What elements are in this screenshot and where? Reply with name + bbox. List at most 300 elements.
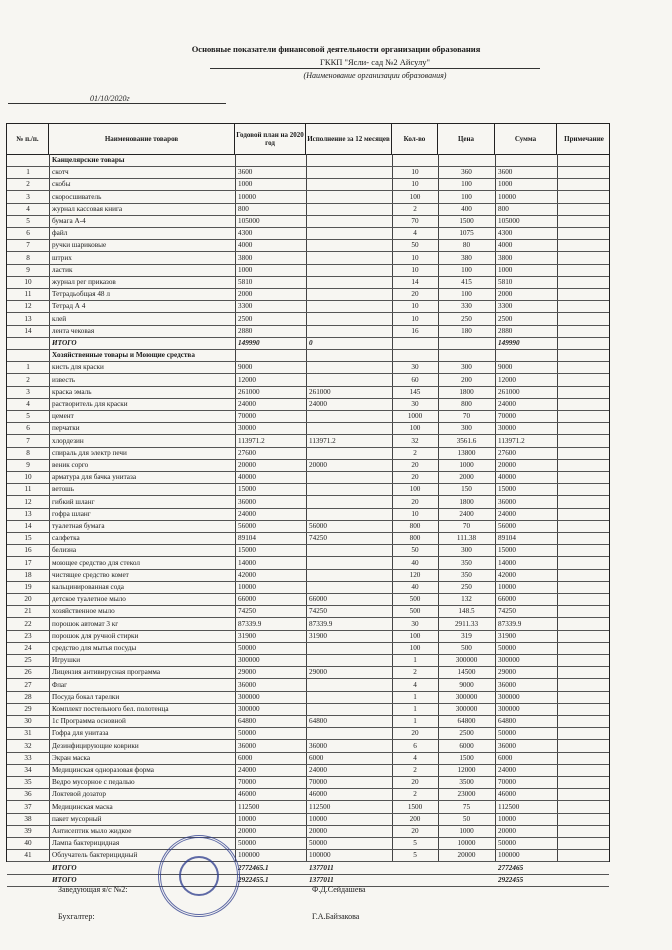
cell-n: 40 [24, 839, 32, 848]
cell-sum: 113971.2 [498, 436, 525, 445]
cell-sum: 36000 [498, 741, 516, 750]
cell-plan: 800 [238, 204, 249, 213]
cell-plan: 74250 [238, 607, 256, 616]
cell-sum: 36000 [498, 680, 516, 689]
cell-sum: 27600 [498, 448, 516, 457]
organization-caption: (Наименование организации образования) [303, 71, 447, 80]
cell-qty: 1500 [407, 802, 423, 811]
cell-n: 4 [26, 204, 30, 213]
cell-n: 35 [24, 778, 32, 787]
document-date: 01/10/2020г [8, 94, 226, 104]
cell-sum: 10000 [498, 814, 516, 823]
cell-n: 3 [26, 192, 30, 201]
cell-price: 70 [462, 412, 471, 421]
cell-price: 1800 [459, 497, 474, 506]
cell-price: 111.38 [456, 534, 477, 543]
cell-qty: 145 [409, 387, 421, 396]
table-row [7, 618, 609, 631]
cell-name: бумага А-4 [52, 217, 86, 225]
cell-exec: 74250 [309, 607, 327, 616]
cell-plan: 300000 [238, 705, 260, 713]
table-row [7, 801, 609, 814]
cell-price: 14500 [457, 668, 476, 677]
cell-exec: 29000 [309, 668, 327, 677]
cell-name: цемент [52, 412, 74, 421]
cell-price: 300000 [455, 656, 478, 665]
cell-sum: 300000 [498, 705, 520, 713]
cell-price: 330 [461, 302, 472, 311]
cell-name: штрих [52, 253, 72, 262]
cell-n: 16 [24, 546, 32, 555]
cell-n: 20 [24, 595, 32, 604]
cell-n: 24 [24, 644, 32, 652]
cell-name: белизна [52, 546, 77, 555]
cell-n: 8 [26, 253, 30, 262]
cell-name: ластик [52, 265, 73, 274]
table-row [7, 422, 609, 435]
cell-qty: 1 [413, 717, 417, 726]
cell-qty: 20 [411, 827, 419, 835]
cell-qty: 32 [411, 436, 419, 445]
cell-exec: 113971.2 [309, 436, 336, 445]
table-row [7, 593, 609, 606]
cell-price: 200 [461, 375, 472, 384]
cell-sum: 70000 [498, 778, 516, 787]
cell-name: пакет мусорный [52, 814, 102, 823]
cell-n: 25 [24, 656, 32, 665]
table-row [7, 630, 609, 643]
cell-name: Антисептик мыло жидкое [52, 827, 132, 835]
cell-price: 300 [461, 424, 472, 433]
cell-price: 2911.33 [454, 619, 479, 628]
column-header: Цена [438, 124, 495, 154]
head-name: Ф.Д.Сейдашева [312, 885, 366, 894]
cell-qty: 14 [411, 278, 419, 286]
cell-qty: 500 [409, 607, 421, 616]
table-row [7, 776, 609, 789]
cell-n: 37 [24, 802, 32, 811]
cell-plan: 112500 [238, 802, 260, 811]
cell-sum: 2000 [498, 290, 513, 299]
cell-plan: 5810 [238, 278, 253, 286]
cell-price: 2000 [459, 473, 474, 482]
cell-price: 319 [461, 631, 472, 640]
cell-price: 20000 [457, 851, 476, 860]
cell-qty: 10 [411, 509, 419, 518]
table-row [7, 471, 609, 484]
cell-n: 13 [24, 509, 32, 518]
cell-plan: 31900 [238, 631, 256, 640]
cell-qty: 70 [411, 217, 419, 225]
cell-price: 1800 [459, 387, 474, 396]
cell-n: 5 [26, 217, 30, 225]
cell-qty: 20 [411, 473, 419, 482]
cell-name: Тетрад А 4 [52, 302, 86, 311]
cell-sum: 20000 [498, 461, 516, 469]
column-header: Кол-во [392, 124, 438, 154]
cell-plan: 1000 [238, 265, 253, 274]
cell-name: моющее средство для стекол [52, 558, 140, 567]
cell-name: Экран маска [52, 753, 91, 762]
cell-n: 6 [26, 424, 30, 433]
cell-plan: 10000 [238, 814, 256, 823]
cell-sum: 66000 [498, 595, 516, 604]
table-row [7, 239, 609, 252]
cell-sum: 50000 [498, 644, 516, 652]
cell-n: 15 [24, 534, 32, 543]
cell-n: 6 [26, 229, 30, 238]
cell-exec: 0 [309, 339, 313, 347]
cell-exec: 50000 [309, 839, 327, 848]
cell-n: 11 [24, 290, 32, 299]
cell-qty: 100 [409, 424, 421, 433]
cell-name: арматура для бачка унитаза [52, 473, 137, 482]
cell-plan: 50000 [238, 644, 256, 652]
cell-name: скобы [52, 180, 71, 189]
cell-sum: 10000 [498, 192, 516, 201]
cell-qty: 4 [413, 680, 417, 689]
cell-name: порошок для ручной стирки [52, 631, 139, 640]
cell-exec: 36000 [309, 741, 327, 750]
cell-sum: 15000 [498, 485, 516, 494]
cell-n: 32 [24, 741, 32, 750]
table-row [7, 837, 609, 850]
cell-qty: 20 [411, 290, 419, 299]
table-row [7, 313, 609, 326]
table-row [7, 227, 609, 240]
cell-exec: 20000 [309, 461, 327, 469]
cell-qty: 2 [413, 204, 417, 213]
cell-price: 100 [461, 180, 472, 189]
table-row [7, 508, 609, 521]
cell-price: 6000 [459, 741, 474, 750]
cell-sum: 261000 [498, 387, 520, 396]
cell-qty: 2 [413, 668, 417, 677]
table-row [7, 849, 609, 862]
cell-price: 100 [461, 265, 472, 274]
cell-price: 300000 [455, 692, 478, 701]
cell-plan: 24000 [238, 400, 256, 408]
table-row [7, 361, 609, 374]
table-row [7, 581, 609, 594]
total-label: ИТОГО [52, 339, 77, 347]
cell-sum: 50000 [498, 729, 516, 738]
cell-n: 33 [24, 753, 32, 762]
cell-qty: 4 [413, 753, 417, 762]
table-row [7, 813, 609, 826]
cell-price: 300 [461, 363, 472, 372]
cell-exec: 87339.9 [309, 619, 333, 628]
cell-name: кальцинированная сода [52, 583, 124, 591]
table-row [7, 264, 609, 277]
cell-qty: 5 [413, 851, 417, 860]
cell-sum: 56000 [498, 522, 516, 530]
cell-sum: 31900 [498, 631, 516, 640]
cell-price: 13800 [457, 448, 476, 457]
cell-price: 250 [461, 583, 472, 591]
column-header: № п./п. [7, 124, 49, 154]
cell-sum: 24000 [498, 766, 516, 774]
cell-plan: 27600 [238, 448, 256, 457]
cell-plan: 15000 [238, 485, 256, 494]
cell-price: 50 [462, 814, 471, 823]
head-label: Заведующая я/с №2: [58, 885, 128, 894]
cell-name: гофра шланг [52, 509, 91, 518]
cell-plan: 29000 [238, 668, 256, 677]
cell-sum: 24000 [498, 400, 516, 408]
cell-name: Лицензия антивирусная программа [52, 668, 161, 677]
cell-qty: 20 [411, 497, 419, 506]
cell-sum: 1000 [498, 265, 513, 274]
cell-price: 148.5 [458, 607, 475, 616]
cell-exec: 1377011 [309, 863, 334, 872]
cell-sum: 36000 [498, 497, 516, 506]
cell-price: 380 [461, 253, 472, 262]
cell-qty: 50 [411, 241, 419, 250]
table-row [7, 386, 609, 399]
cell-plan: 10000 [238, 192, 256, 201]
organization-name: ГККП "Ясли- сад №2 Айсулу" [210, 57, 540, 69]
cell-price: 400 [461, 204, 472, 213]
cell-price: 1500 [459, 217, 474, 225]
cell-n: 13 [24, 314, 32, 323]
cell-name: хозяйственное мыло [52, 607, 115, 616]
section-heading [7, 349, 609, 362]
cell-exec: 70000 [309, 778, 327, 787]
cell-n: 8 [26, 448, 30, 457]
cell-name: кисть для краски [52, 363, 104, 372]
cell-price: 500 [461, 644, 472, 652]
cell-price: 70 [462, 522, 471, 530]
column-header: Примечание [564, 134, 604, 143]
cell-exec: 74250 [309, 534, 327, 543]
table-row [7, 727, 609, 740]
cell-sum: 100000 [498, 851, 520, 860]
cell-qty: 100 [409, 485, 421, 494]
table-row [7, 825, 609, 838]
cell-price: 250 [461, 314, 472, 323]
cell-price: 150 [461, 485, 472, 494]
table-row [7, 544, 609, 557]
table-row [7, 654, 609, 667]
cell-n: 2 [26, 180, 30, 189]
cell-qty: 800 [409, 522, 421, 530]
table-row [7, 496, 609, 509]
table-row [7, 215, 609, 228]
cell-name: средство для мытья посуды [52, 644, 137, 652]
cell-price: 100 [461, 290, 472, 299]
cell-price: 415 [461, 278, 472, 286]
cell-sum: 2922455 [498, 875, 524, 884]
cell-price: 350 [461, 570, 472, 579]
cell-n: 30 [24, 717, 32, 726]
total-label: ИТОГО [52, 863, 77, 872]
total-label: ИТОГО [52, 875, 77, 884]
cell-qty: 1 [413, 656, 417, 665]
cell-plan: 149990 [238, 339, 260, 347]
cell-price: 12000 [457, 766, 476, 774]
table-row [7, 752, 609, 765]
cell-sum: 1000 [498, 180, 513, 189]
cell-qty: 2 [413, 790, 417, 799]
cell-sum: 40000 [498, 473, 516, 482]
cell-sum: 3300 [498, 302, 513, 311]
cell-plan: 3300 [238, 302, 253, 311]
table-row [7, 679, 609, 692]
cell-name: ветошь [52, 485, 74, 494]
cell-exec: 46000 [309, 790, 327, 799]
cell-plan: 4000 [238, 241, 253, 250]
cell-sum: 300000 [498, 656, 520, 665]
cell-n: 18 [24, 570, 32, 579]
cell-plan: 2772465.1 [238, 863, 269, 872]
cell-name: спираль для электр печи [52, 448, 127, 457]
cell-qty: 16 [411, 326, 419, 335]
cell-sum: 5810 [498, 278, 513, 286]
cell-qty: 500 [409, 595, 421, 604]
cell-n: 29 [24, 705, 32, 713]
cell-plan: 36000 [238, 741, 256, 750]
cell-sum: 42000 [498, 570, 516, 579]
cell-exec: 112500 [309, 802, 331, 811]
cell-plan: 36000 [238, 497, 256, 506]
cell-sum: 15000 [498, 546, 516, 555]
cell-price: 800 [461, 400, 472, 408]
cell-exec: 64800 [309, 717, 327, 726]
cell-name: детское туалетное мыло [52, 595, 126, 604]
cell-qty: 6 [413, 741, 417, 750]
cell-plan: 46000 [238, 790, 256, 799]
cell-sum: 2880 [498, 326, 513, 335]
cell-plan: 64800 [238, 717, 256, 726]
table-row [7, 715, 609, 728]
cell-n: 17 [24, 558, 32, 567]
cell-n: 12 [24, 497, 32, 506]
cell-name: гибкий шланг [52, 497, 95, 506]
table-row [7, 605, 609, 618]
cell-price: 10000 [457, 839, 476, 848]
cell-name: скоросшиватель [52, 192, 102, 201]
cell-n: 12 [24, 302, 32, 311]
cell-name: файл [52, 229, 68, 238]
cell-n: 14 [24, 326, 32, 335]
cell-plan: 24000 [238, 766, 256, 774]
cell-sum: 9000 [498, 363, 513, 372]
table-row [7, 557, 609, 570]
cell-price: 300000 [455, 705, 478, 713]
cell-plan: 100000 [238, 851, 260, 860]
cell-name: перчатки [52, 424, 80, 433]
cell-name: журнал рег приказов [52, 278, 116, 286]
cell-sum: 89104 [498, 534, 516, 543]
table-row [7, 410, 609, 423]
cell-n: 26 [24, 668, 32, 677]
cell-sum: 2772465 [498, 863, 524, 872]
cell-name: 1с Программа основной [52, 717, 126, 726]
table-header [7, 124, 609, 155]
cell-exec: 20000 [309, 827, 327, 835]
cell-qty: 20 [411, 729, 419, 738]
section-heading [7, 154, 609, 167]
cell-name: Локтевой дозатор [52, 790, 106, 799]
cell-price: 300 [461, 546, 472, 555]
cell-sum: 3800 [498, 253, 513, 262]
cell-plan: 10000 [238, 583, 256, 591]
cell-name: хлордезин [52, 436, 84, 445]
cell-name: растворитель для краски [52, 400, 128, 408]
cell-name: туалетная бумага [52, 522, 105, 530]
section-title: Канцелярские товары [52, 156, 125, 164]
cell-price: 75 [462, 802, 471, 811]
cell-name: краска эмаль [52, 387, 92, 396]
cell-plan: 2000 [238, 290, 253, 299]
cell-price: 64800 [457, 717, 476, 726]
cell-exec: 31900 [309, 631, 327, 640]
cell-n: 31 [24, 729, 32, 738]
cell-plan: 56000 [238, 522, 256, 530]
cell-price: 3500 [459, 778, 474, 787]
cell-sum: 46000 [498, 790, 516, 799]
column-header: Годовой план на 2020 год [235, 124, 306, 154]
cell-exec: 6000 [309, 753, 324, 762]
cell-qty: 40 [411, 583, 419, 591]
cell-sum: 12000 [498, 375, 516, 384]
table-row [7, 691, 609, 704]
cell-qty: 1 [413, 705, 417, 713]
table-row [7, 203, 609, 216]
cell-plan: 1000 [238, 180, 253, 189]
table-row [7, 435, 609, 448]
cell-plan: 70000 [238, 412, 256, 421]
cell-qty: 20 [411, 778, 419, 787]
cell-qty: 100 [409, 192, 421, 201]
table-row [7, 374, 609, 387]
cell-name: Медицинская маска [52, 802, 113, 811]
table-row [7, 788, 609, 801]
table-row [7, 666, 609, 679]
cell-n: 19 [24, 583, 32, 591]
cell-n: 22 [24, 619, 32, 628]
cell-plan: 50000 [238, 839, 256, 848]
cell-plan: 20000 [238, 827, 256, 835]
cell-price: 132 [461, 595, 472, 604]
cell-exec: 100000 [309, 851, 331, 860]
round-stamp-icon [158, 835, 240, 917]
cell-plan: 2500 [238, 314, 253, 323]
cell-price: 350 [461, 558, 472, 567]
column-header: Сумма [495, 124, 557, 154]
cell-name: Лампа бактерицидная [52, 839, 120, 848]
cell-sum: 6000 [498, 753, 513, 762]
cell-plan: 87339.9 [238, 619, 262, 628]
cell-sum: 29000 [498, 668, 516, 677]
table-row [7, 520, 609, 533]
cell-plan: 3800 [238, 253, 253, 262]
cell-n: 21 [24, 607, 32, 616]
cell-qty: 20 [411, 461, 419, 469]
table-row [7, 740, 609, 753]
cell-plan: 261000 [238, 387, 260, 396]
cell-name: известь [52, 375, 76, 384]
cell-n: 1 [26, 363, 30, 372]
cell-n: 14 [24, 522, 32, 530]
cell-name: Ведро мусорное с педалью [52, 778, 135, 787]
cell-n: 34 [24, 766, 32, 774]
cell-n: 5 [26, 412, 30, 421]
cell-name: чистящее средство комет [52, 570, 129, 579]
cell-qty: 100 [409, 631, 421, 640]
accountant-name: Г.А.Байзакова [312, 912, 360, 921]
